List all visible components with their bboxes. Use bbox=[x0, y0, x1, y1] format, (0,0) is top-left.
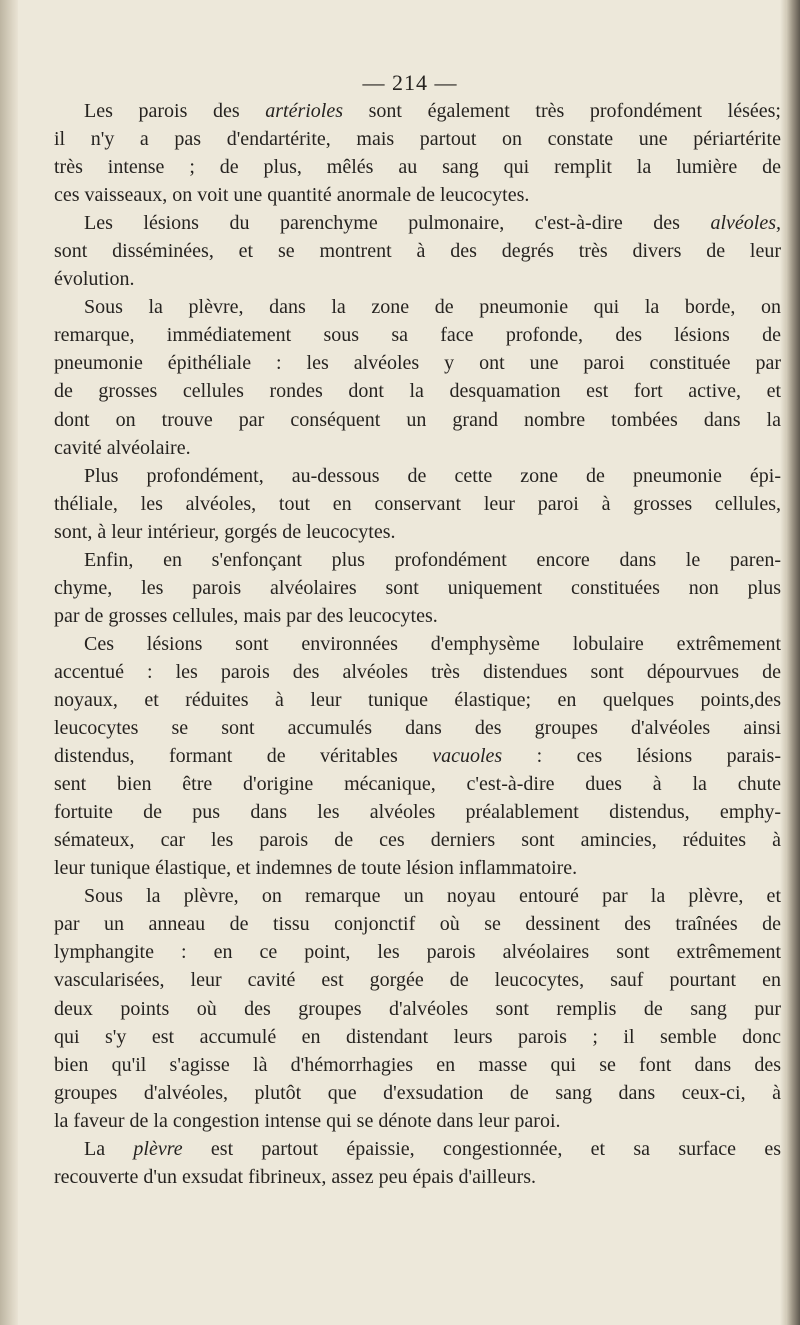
text-line: deux points où des groupes d'alvéoles sont remplis de sang pur bbox=[54, 997, 781, 1020]
text-line: Sous la plèvre, dans la zone de pneumonie qui la borde, on bbox=[84, 296, 781, 319]
text-line: vascularisées, leur cavité est gorgée de leucocytes, sauf pourtant en bbox=[54, 969, 781, 992]
text-line: accentué : les parois des alvéoles très distendues sont dépourvues de bbox=[54, 660, 781, 683]
text-run: Les parois des bbox=[84, 100, 266, 122]
text-run: : ces lésions parais- bbox=[502, 745, 781, 768]
text-line: groupes d'alvéoles, plutôt que d'exsudation de sang dans ceux-ci, à bbox=[54, 1081, 781, 1104]
text-line: sont, à leur intérieur, gorgés de leucocytes. bbox=[54, 520, 396, 543]
text-line: Ces lésions sont environnées d'emphysème lobulaire extrêmement bbox=[84, 632, 781, 655]
text-line: très intense ; de plus, mêlés au sang qui remplit la lumière de bbox=[54, 156, 781, 179]
italic-term: artérioles bbox=[265, 100, 344, 122]
page-right-edge bbox=[786, 0, 800, 1325]
text-line: leucocytes se sont accumulés dans des groupes d'alvéoles ainsi bbox=[54, 717, 781, 740]
text-line: ces vaisseaux, on voit une quantité anormale de leucocytes. bbox=[54, 184, 530, 207]
text-line: Sous la plèvre, on remarque un noyau entouré par la plèvre, et bbox=[84, 885, 781, 908]
text-line: recouverte d'un exsudat fibrineux, assez peu épais d'ailleurs. bbox=[54, 1165, 537, 1188]
text-line: par un anneau de tissu conjonctif où se dessinent des traînées de bbox=[54, 913, 781, 936]
text-line: fortuite de pus dans les alvéoles préalablement distendus, emphy- bbox=[54, 801, 781, 824]
text-line: bien qu'il s'agisse là d'hémorrhagies en masse qui se font dans des bbox=[54, 1053, 781, 1076]
text-line: leur tunique élastique, et indemnes de toute lésion inflammatoire. bbox=[54, 857, 578, 880]
text-run: est partout épaissie, congestionnée, et sa surface es bbox=[182, 1137, 782, 1160]
text-line bbox=[54, 97, 781, 125]
page-left-edge bbox=[0, 0, 18, 1325]
text-line: cavité alvéolaire. bbox=[54, 436, 191, 459]
text-line: noyaux, et réduites à leur tunique élastique; en quelques points,des bbox=[54, 688, 781, 711]
text-line: sémateux, car les parois de ces derniers sont amincies, réduites à bbox=[54, 829, 781, 852]
text-line: Plus profondément, au-dessous de cette zone de pneumonie épi- bbox=[84, 464, 781, 487]
text-line: il n'y a pas d'endartérite, mais partout on constate une périartérite bbox=[54, 128, 781, 151]
text-run: Les lésions du parenchyme pulmonaire, c'est-à-dire des bbox=[84, 212, 711, 235]
text-line: théliale, les alvéoles, tout en conservant leur paroi à grosses cellules, bbox=[54, 492, 781, 515]
text-line: de grosses cellules rondes dont la desquamation est fort active, et bbox=[54, 380, 781, 403]
text-line bbox=[54, 742, 781, 770]
italic-term: vacuoles bbox=[432, 745, 503, 768]
text-line: par de grosses cellules, mais par des leucocytes. bbox=[54, 604, 438, 627]
text-line: la faveur de la congestion intense qui se dénote dans leur paroi. bbox=[54, 1109, 561, 1132]
text-line: qui s'y est accumulé en distendant leurs parois ; il semble donc bbox=[54, 1025, 781, 1048]
page-number: — 214 — bbox=[362, 70, 458, 95]
text-line: sent bien être d'origine mécanique, c'est-à-dire dues à la chute bbox=[54, 773, 781, 796]
text-line: chyme, les parois alvéolaires sont uniquement constituées non plus bbox=[54, 576, 781, 599]
text-line: dont on trouve par conséquent un grand nombre tombées dans la bbox=[54, 408, 781, 431]
text-line: lymphangite : en ce point, les parois alvéolaires sont extrêmement bbox=[54, 941, 781, 964]
text-line: pneumonie épithéliale : les alvéoles y ont une paroi constituée par bbox=[54, 352, 781, 375]
text-line: sont disséminées, et se montrent à des degrés très divers de leur bbox=[54, 240, 781, 263]
italic-term: alvéoles, bbox=[710, 212, 781, 235]
text-line: évolution. bbox=[54, 268, 135, 291]
text-line: remarque, immédiatement sous sa face profonde, des lésions de bbox=[54, 324, 781, 347]
text-line: Enfin, en s'enfonçant plus profondément encore dans le paren- bbox=[84, 548, 781, 571]
text-run: distendus, formant de véritables bbox=[54, 745, 433, 768]
text-line bbox=[54, 1135, 781, 1163]
body-text bbox=[54, 97, 781, 1191]
italic-term: plèvre bbox=[133, 1137, 183, 1160]
text-line bbox=[54, 209, 781, 237]
text-run: sont également très profondément lésées; bbox=[343, 100, 781, 122]
text-run: La bbox=[84, 1137, 134, 1160]
